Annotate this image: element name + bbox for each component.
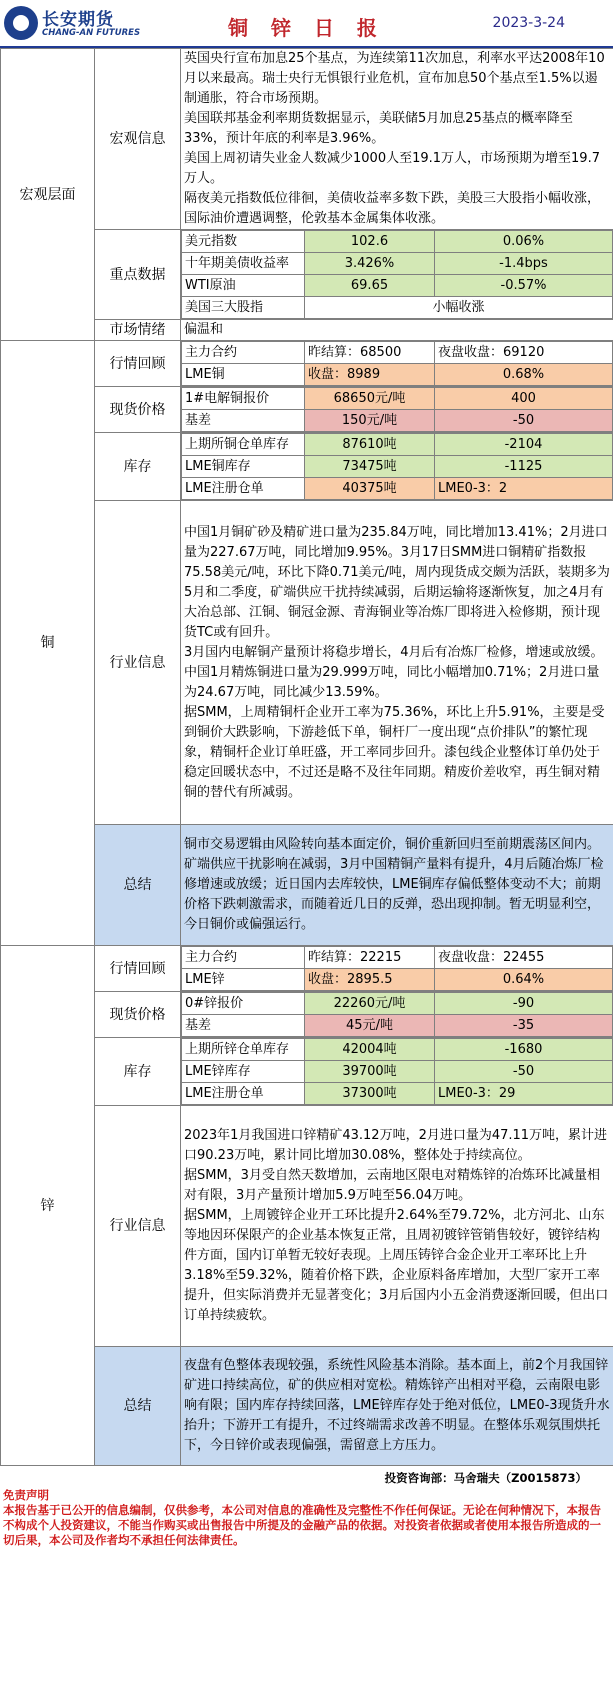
cu-industry-label: 行业信息: [95, 501, 181, 825]
section-copper: 铜: [1, 341, 95, 946]
cu-market-main: 主力合约 昨结算：68500 夜盘收盘：69120: [182, 342, 613, 364]
key-row-wti: WTI原油 69.65 -0.57%: [182, 275, 613, 297]
zn-stock-label: 库存: [95, 1038, 181, 1106]
zn-spot-label: 现货价格: [95, 992, 181, 1038]
cu-market-label: 行情回顾: [95, 341, 181, 387]
zn-market-lme: LME锌 收盘：2895.5 0.64%: [182, 969, 613, 991]
report-title: 铜 锌 日 报: [228, 16, 385, 40]
key-row-us-indices: 美国三大股指 小幅收涨: [182, 297, 613, 319]
zn-spot-price: 0#锌报价 22260元/吨 -90: [182, 993, 613, 1015]
cu-summary-text: 铜市交易逻辑由风险转向基本面定价，铜价重新回归至前期震荡区间内。矿端供应干扰影响在减弱，3月中国精铜产量料有提升，4月后随冶炼厂检修增速或放缓；近日国内去库较快，LME铜库存偏低整体变动不大；前期价格下跌刺激需求，而随着近几日的反弹，恐出现抑制。暂无明显利空，今日铜价或偏强运行。: [181, 825, 613, 946]
report-table: [0, 48, 613, 1466]
cu-spot-label: 现货价格: [95, 387, 181, 433]
zn-market-main: 主力合约 昨结算：22215 夜盘收盘：22455: [182, 947, 613, 969]
zn-stock-lme-warrant: LME注册仓单 37300吨 LME0-3：29: [182, 1083, 613, 1105]
logo-text-en: CHANG-AN FUTURES: [42, 28, 141, 38]
report-date: 2023-3-24: [492, 15, 565, 31]
section-zinc: 锌: [1, 946, 95, 1466]
zn-stock-lme: LME锌库存 39700吨 -50: [182, 1061, 613, 1083]
zn-stock-shfe: 上期所锌仓单库存 42004吨 -1680: [182, 1039, 613, 1061]
cu-stock-table: [181, 433, 613, 501]
zn-summary-label: 总结: [95, 1347, 181, 1466]
cu-market-lme: LME铜 收盘：8989 0.68%: [182, 364, 613, 386]
zn-stock-table: [181, 1038, 613, 1106]
zn-spot-table: [181, 992, 613, 1038]
cu-spot-basis: 基差 150元/吨 -50: [182, 410, 613, 432]
disclaimer-text: 本报告基于已公开的信息编制，仅供参考，本公司对信息的准确性及完整性不作任何保证。无论在何种情况下，本报告不构成个人投资建议，不能当作购买或出售报告中所提及的金融产品的依据。对投资者依据或者使用本报告所造成的一切后果，本公司及作者均不承担任何法律责任。: [3, 1503, 601, 1547]
section-macro: 宏观层面: [1, 49, 95, 341]
cu-stock-label: 库存: [95, 433, 181, 501]
logo-text-cn: 长安期货: [42, 10, 114, 30]
zn-summary-text: 夜盘有色整体表现较强，系统性风险基本消除。基本面上，前2个月我国锌矿进口持续高位，矿的供应相对宽松。精炼锌产出相对平稳，云南限电影响有限；国内库存持续回落，LME锌库存处于绝对低位，LME0-3现货升水抬升；下游开工有提升，不过终端需求改善不明显。在整体乐观氛围烘托下，今日锌价或表现偏强，需留意上方压力。: [181, 1347, 613, 1466]
cu-stock-lme: LME铜库存 73475吨 -1125: [182, 456, 613, 478]
cu-stock-lme-warrant: LME注册仓单 40375吨 LME0-3：2: [182, 478, 613, 500]
cu-stock-shfe: 上期所铜仓单库存 87610吨 -2104: [182, 434, 613, 456]
zn-market-label: 行情回顾: [95, 946, 181, 992]
macro-info-label: 宏观信息: [95, 49, 181, 230]
cu-spot-price: 1#电解铜报价 68650元/吨 400: [182, 388, 613, 410]
key-data-label: 重点数据: [95, 230, 181, 320]
report-header: [0, 0, 613, 48]
zn-spot-basis: 基差 45元/吨 -35: [182, 1015, 613, 1037]
cu-spot-table: [181, 387, 613, 433]
cu-industry-text: 中国1月铜矿砂及精矿进口量为235.84万吨，同比增加13.41%；2月进口量为227.67万吨，同比增加9.95%。3月17日SMM进口铜精矿指数报75.58美元/吨，环比下降0.71美元/吨，周内现货成交颇为活跃，装期多为5月和二季度，矿端供应干扰持续减弱，后期运输将逐渐恢复，加之4月有大冶总部、江铜、铜冠金源、青海铜业等冶炼厂即将进入检修期，预计现货TC或有回升。 3月国内电解铜产量预计将稳步增长，4月后有冶炼厂检修，增速或放缓。中国1月精炼铜进口量为29.999万吨，同比小幅增加0.71%；2月进口量为24.67万吨，同比减少13.59%。 据SMM，上周精铜杆企业开工率为75.36%，环比上升5.91%，主要是受到铜价大跌影响，下游趁低下单，铜杆厂一度出现“点价排队”的繁忙现象，精铜杆企业订单旺盛，开工率同步回升。漆包线企业整体订单仍处于稳定回暖状态中，不过还是略不及往年同期。精废价差收窄，再生铜对精铜的替代有所减弱。: [181, 501, 613, 825]
contact-line: 投资咨询部：马舍瑞夫（Z0015873）: [384, 1471, 587, 1485]
sentiment-label: 市场情绪: [95, 320, 181, 341]
zn-industry-label: 行业信息: [95, 1106, 181, 1347]
zn-industry-text: 2023年1月我国进口锌精矿43.12万吨，2月进口量为47.11万吨，累计进口90.23万吨，累计同比增加30.08%，整体处于持续高位。 据SMM，3月受自然天数增加，云南地区限电对精炼锌的冶炼环比减量相对有限，3月产量预计增加5.9万吨至56.04万吨。 据SMM，上周镀锌企业开工环比提升2.64%至79.72%，北方河北、山东等地因环保限产的企业基本恢复正常，且周初镀锌管销售较好，镀锌结构件方面，国内订单暂无较好表现。上周压铸锌合金企业开工率环比上升3.18%至59.32%，随着价格下跌，企业原料备库增加，大型厂家开工率提升，但实际消费并无显著变化；3月后国内小五金消费逐渐回暖，但出口订单持续疲软。: [181, 1106, 613, 1347]
macro-info-text: 英国央行宣布加息25个基点，为连续第11次加息，利率水平达2008年10月以来最高。瑞士央行无惧银行业危机，宣布加息50个基点至1.5%以遏制通胀，符合市场预期。 美国联邦基金利率期货数据显示，美联储5月加息25基点的概率降至33%，预计年底的利率是3.96%。 美国上周初请失业金人数减少1000人至19.1万人，市场预期为增至19.7万人。 隔夜美元指数低位徘徊，美债收益率多数下跌，美股三大股指小幅收涨，国际油价遭遇调整，伦敦基本金属集体收涨。: [181, 49, 613, 230]
disclaimer: [0, 1488, 613, 1548]
key-data-table: [181, 230, 613, 320]
cu-summary-label: 总结: [95, 825, 181, 946]
sentiment-value: 偏温和: [181, 320, 613, 341]
zn-market-table: [181, 946, 613, 992]
disclaimer-title: 免责声明: [3, 1488, 49, 1502]
cu-market-table: [181, 341, 613, 387]
key-row-ust10y: 十年期美债收益率 3.426% -1.4bps: [182, 253, 613, 275]
key-row-usd: 美元指数 102.6 0.06%: [182, 231, 613, 253]
